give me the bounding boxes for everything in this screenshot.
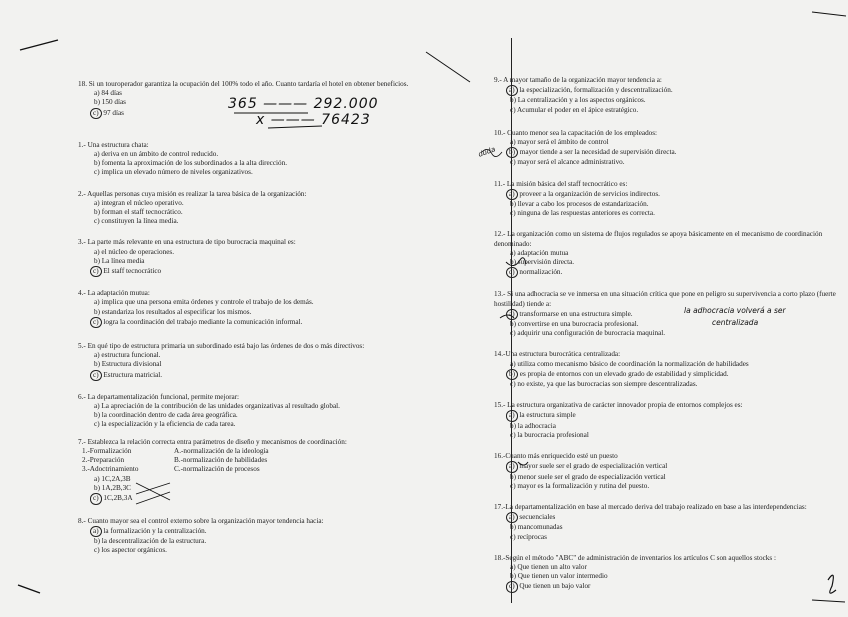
- option-text: Acumular el poder en el ápice estratégico.: [515, 105, 639, 114]
- option-text: estandariza los resultados al especificar los mismos.: [100, 307, 252, 316]
- answer-option: [94, 351, 423, 360]
- answer-option: [94, 159, 423, 168]
- answer-option: [510, 473, 839, 482]
- answer-option: [510, 360, 839, 369]
- question-block: [494, 76, 839, 115]
- answer-option: [510, 267, 839, 278]
- option-letter: b): [94, 307, 100, 316]
- question-stem: 8.- Cuanto mayor sea el control externo sobre la organización mayor tendencia hacia:: [78, 516, 324, 525]
- option-letter: b): [510, 421, 516, 430]
- option-letter: c): [506, 267, 518, 278]
- option-letter: a): [94, 402, 100, 411]
- question-block: [494, 503, 839, 542]
- handwritten-note-13b: centralizada: [712, 318, 759, 327]
- question-stem: 1.- Una estructura chata:: [78, 140, 149, 149]
- option-text: proveer a la organización de servicios indirectos.: [517, 189, 660, 198]
- option-text: 1C,2B,3A: [101, 494, 133, 503]
- option-text: ninguna de las respuestas anteriores es correcta.: [515, 209, 655, 218]
- option-text: recíprocas: [515, 532, 547, 541]
- option-letter: b): [506, 147, 518, 158]
- option-letter: c): [510, 209, 516, 218]
- handwritten-margin-note: duda: [477, 145, 497, 159]
- option-letter: c): [510, 158, 516, 167]
- answer-option: [510, 106, 839, 115]
- question-block: [494, 290, 839, 338]
- answer-option: [94, 89, 423, 98]
- option-letter: a): [506, 410, 518, 421]
- option-letter: a): [94, 150, 100, 159]
- match-left-item: 3.-Adoctrinamiento: [82, 464, 139, 473]
- option-letter: a): [94, 474, 100, 483]
- option-text: integran el núcleo operativo.: [99, 198, 184, 207]
- answer-option: [510, 431, 839, 440]
- answer-option: [510, 461, 839, 472]
- answer-option: [510, 329, 839, 338]
- answer-option: [510, 249, 839, 258]
- option-letter: a): [506, 309, 518, 320]
- match-right-item: B.-normalización de habilidades: [174, 455, 268, 464]
- answer-option: [510, 85, 839, 96]
- option-letter: b): [510, 258, 516, 267]
- question-stem: 2.- Aquellas personas cuya misión es realizar la tarea básica de la organización:: [78, 189, 307, 198]
- handwritten-calc-1: 365 ——— 292.000: [228, 96, 379, 112]
- option-letter: c): [94, 168, 100, 177]
- option-text: mancomunadas: [516, 523, 563, 532]
- answer-option: [510, 572, 839, 581]
- option-letter: a): [506, 461, 518, 472]
- option-text: adquirir una configuración de burocracia maquinal.: [515, 329, 666, 338]
- option-letter: a): [94, 247, 100, 256]
- option-text: los aspector orgánicos.: [99, 546, 167, 555]
- answer-option: [94, 484, 423, 493]
- question-block: [78, 393, 423, 430]
- option-letter: c): [90, 317, 102, 328]
- option-text: la estructura simple: [517, 411, 576, 420]
- option-text: el núcleo de operaciones.: [99, 247, 175, 256]
- question-block: [494, 180, 839, 219]
- option-letter: c): [510, 380, 516, 389]
- option-letter: b): [94, 159, 100, 168]
- option-text: transformarse en una estructura simple.: [517, 309, 633, 318]
- answer-option: [94, 317, 423, 328]
- option-text: estructura funcional.: [99, 351, 161, 360]
- answer-option: [94, 411, 423, 420]
- question-block: [494, 129, 839, 168]
- answer-option: [94, 266, 423, 277]
- option-text: constituyen la línea media.: [99, 217, 179, 226]
- option-letter: c): [510, 481, 516, 490]
- option-letter: a): [510, 562, 516, 571]
- option-text: la burocracia profesional: [515, 430, 589, 439]
- option-text: fomenta la aproximación de los subordinados a la alta dirección.: [100, 159, 288, 168]
- option-letter: c): [510, 430, 516, 439]
- option-text: 97 días: [101, 108, 124, 117]
- question-block: [78, 289, 423, 328]
- option-text: mayor será el ámbito de control: [515, 138, 609, 147]
- question-stem: 10.- Cuanto menor sea la capacitación de los empleados:: [494, 128, 658, 137]
- question-stem: 3.- La parte más relevante en una estructura de tipo burocracia maquinal es:: [78, 238, 296, 247]
- handwritten-note-13: la adhocracia volverá a ser: [684, 306, 786, 315]
- option-letter: a): [506, 85, 518, 96]
- option-letter: a): [510, 138, 516, 147]
- option-text: mayor tiende a ser la necesidad de supervisión directa.: [518, 148, 677, 157]
- option-letter: a): [94, 89, 100, 98]
- option-text: supervisión directa.: [516, 258, 575, 267]
- answer-option: [94, 108, 423, 119]
- option-letter: b): [510, 200, 516, 209]
- option-letter: a): [94, 351, 100, 360]
- option-letter: a): [506, 189, 518, 200]
- option-letter: c): [510, 329, 516, 338]
- question-block: [78, 141, 423, 178]
- option-text: Que tienen un valor intermedio: [516, 572, 608, 581]
- answer-option: [94, 168, 423, 177]
- answer-option: [510, 147, 839, 158]
- option-text: convertirse en una burocracia profesional.: [516, 320, 639, 329]
- question-block: [78, 517, 423, 556]
- option-letter: a): [94, 298, 100, 307]
- left-column: [78, 80, 423, 555]
- answer-option: [94, 298, 423, 307]
- answer-option: [510, 309, 839, 320]
- answer-option: [510, 189, 839, 200]
- question-block: [78, 80, 423, 119]
- option-text: utiliza como mecanismo básico de coordinación la normalización de habilidades: [515, 359, 749, 368]
- answer-option: [94, 420, 423, 429]
- question-block: [78, 190, 423, 227]
- question-stem: 17.-La departamentalización en base al mercado deriva del trabajo realizado en base a las interdependencias:: [494, 502, 807, 511]
- option-letter: b): [510, 320, 516, 329]
- option-text: normalización.: [517, 268, 563, 277]
- option-text: deriva en un ámbito de control reducido.: [99, 150, 219, 159]
- answer-option: [510, 96, 839, 105]
- question-stem: 18.-Según el método "ABC" de administración de inventarios los artículos C son aquellos stocks :: [494, 553, 776, 562]
- option-text: la especialización, formalización y descentralización.: [517, 86, 673, 95]
- option-text: mayor es la formalización y rutina del puesto.: [515, 481, 650, 490]
- question-stem: 5.- En qué tipo de estructura primaria un subordinado está bajo las órdenes de dos o más directivos:: [78, 342, 365, 351]
- option-letter: c): [506, 581, 518, 592]
- answer-option: [94, 150, 423, 159]
- option-letter: c): [94, 217, 100, 226]
- answer-option: [510, 200, 839, 209]
- option-text: 1A,2B,3C: [100, 484, 131, 493]
- question-block: [494, 554, 839, 593]
- option-letter: b): [510, 523, 516, 532]
- answer-option: [510, 533, 839, 542]
- option-letter: b): [94, 411, 100, 420]
- question-stem: 11.- La misión básica del staff tecnocrático es:: [494, 179, 628, 188]
- option-text: implica que una persona emita órdenes y controle el trabajo de los demás.: [99, 298, 314, 307]
- option-text: secuenciales: [517, 513, 556, 522]
- question-stem: 14.-Una estructura burocrática centralizada:: [494, 350, 621, 359]
- option-text: La centralización y a los aspectos orgánicos.: [516, 96, 646, 105]
- handwritten-calc-2: x ——— 76423: [256, 112, 371, 128]
- option-text: no existe, ya que las burocracias son siempre descentralizadas.: [515, 380, 698, 389]
- option-text: adaptación mutua: [515, 248, 569, 257]
- option-letter: a): [510, 359, 516, 368]
- question-stem: 16.-Cuanto más enriquecido esté un puesto: [494, 452, 618, 461]
- option-letter: a): [90, 526, 102, 537]
- option-letter: c): [90, 266, 102, 277]
- option-text: implica un elevado número de niveles organizativos.: [99, 168, 253, 177]
- option-letter: c): [510, 532, 516, 541]
- answer-option: [94, 199, 423, 208]
- question-block: [78, 342, 423, 381]
- option-text: logra la coordinación del trabajo mediante la comunicación informal.: [101, 317, 303, 326]
- option-letter: b): [94, 208, 100, 217]
- answer-option: [94, 402, 423, 411]
- question-stem: 4.- La adaptación mutua:: [78, 289, 150, 298]
- option-letter: b): [94, 98, 100, 107]
- answer-option: [510, 523, 839, 532]
- question-stem: 13.- Si una adhocracia se ve inmersa en una situación crítica que pone en peligro su supervivencia a corto plazo (fuerte hostilidad) tiende a:: [494, 290, 836, 308]
- question-stem: 9.- A mayor tamaño de la organización mayor tendencia a:: [494, 76, 662, 84]
- option-text: La apreciación de la contribución de las unidades organizativas al resultado global.: [99, 402, 340, 411]
- answer-option: [94, 308, 423, 317]
- option-letter: c): [90, 108, 102, 119]
- option-letter: c): [94, 546, 100, 555]
- match-left-item: 1.-Formalización: [82, 446, 132, 455]
- option-letter: a): [94, 198, 100, 207]
- option-text: 150 días: [100, 98, 126, 107]
- question-stem: 15.- La estructura organizativa de carácter innovador propia de entornos complejos es:: [494, 401, 743, 410]
- question-block: [78, 238, 423, 277]
- option-text: Que tienen un bajo valor: [517, 582, 591, 591]
- match-right-item: C.-normalización de procesos: [174, 464, 260, 473]
- answer-option: [94, 475, 423, 484]
- answer-option: [94, 493, 423, 504]
- option-text: la especialización y la eficiencia de cada tarea.: [99, 420, 236, 429]
- option-letter: b): [510, 96, 516, 105]
- match-right-item: A.-normalización de la ideología: [174, 446, 269, 455]
- option-letter: c): [510, 105, 516, 114]
- answer-option: [94, 546, 423, 555]
- answer-option: [94, 537, 423, 546]
- answer-option: [510, 380, 839, 389]
- question-block-7: [78, 438, 423, 505]
- option-text: la formalización y la centralización.: [101, 526, 207, 535]
- option-text: Estructura divisional: [100, 360, 162, 369]
- option-letter: b): [94, 484, 100, 493]
- option-text: mayor suele ser el grado de especialización vertical: [517, 462, 668, 471]
- option-text: llevar a cabo los procesos de estandarización.: [516, 200, 649, 209]
- answer-option: [510, 581, 839, 592]
- option-letter: b): [94, 536, 100, 545]
- question-stem: 7.- Establezca la relación correcta entra parámetros de diseño y mecanismos de coordinación:: [78, 437, 347, 446]
- answer-option: [510, 512, 839, 523]
- answer-option: [94, 257, 423, 266]
- option-letter: c): [90, 370, 102, 381]
- answer-option: [94, 360, 423, 369]
- option-text: mayor será el alcance administrativo.: [515, 158, 625, 167]
- option-letter: b): [510, 472, 516, 481]
- question-block: [494, 350, 839, 389]
- answer-option: [510, 482, 839, 491]
- option-text: forman el staff tecnocrático.: [100, 208, 183, 217]
- question-stem: 18. Si un touroperador garantiza la ocupación del 100% todo el año. Cuanto tardaría el hotel en obtener beneficios.: [78, 80, 409, 88]
- answer-option: [510, 209, 839, 218]
- option-letter: b): [510, 572, 516, 581]
- answer-option: [94, 217, 423, 226]
- answer-option: [94, 526, 423, 537]
- matching-table: [82, 447, 423, 475]
- option-text: menor suele ser el grado de especialización vertical: [516, 472, 666, 481]
- option-letter: c): [90, 493, 102, 504]
- option-letter: b): [94, 360, 100, 369]
- question-block: [494, 230, 839, 278]
- question-stem: 6.- La departamentalización funcional, permite mejorar:: [78, 392, 240, 401]
- answer-option: [510, 138, 839, 147]
- answer-option: [510, 563, 839, 572]
- answer-option: [510, 158, 839, 167]
- option-text: es propia de entornos con un elevado grado de estabilidad y simplicidad.: [518, 369, 729, 378]
- answer-option: [94, 98, 423, 107]
- answer-option: [510, 258, 839, 267]
- option-text: la adhocracia: [516, 421, 556, 430]
- option-letter: a): [510, 248, 516, 257]
- option-text: Estructura matricial.: [101, 370, 163, 379]
- option-text: Que tienen un alto valor: [515, 562, 587, 571]
- option-text: El staff tecnocrático: [101, 267, 162, 276]
- option-letter: b): [506, 369, 518, 380]
- option-letter: b): [94, 256, 100, 265]
- answer-option: [94, 248, 423, 257]
- option-text: la descentralización de la estructura.: [100, 536, 207, 545]
- answer-option: [94, 208, 423, 217]
- question-block: [494, 401, 839, 440]
- right-column: [494, 76, 839, 593]
- answer-option: [510, 320, 839, 329]
- match-left-item: 2.-Preparación: [82, 455, 125, 464]
- option-letter: a): [506, 512, 518, 523]
- question-block: [494, 452, 839, 491]
- option-letter: c): [94, 420, 100, 429]
- answer-option: [510, 410, 839, 421]
- answer-option: [510, 422, 839, 431]
- option-text: La línea media: [100, 256, 145, 265]
- option-text: 84 días: [99, 89, 122, 98]
- question-stem: 12.- La organización como un sistema de flujos regulados se apoya básicamente en el mecanismo de coordinación denominado:: [494, 230, 823, 248]
- option-text: 1C,2A,3B: [99, 474, 131, 483]
- answer-option: [510, 369, 839, 380]
- option-text: la coordinación dentro de cada área geográfica.: [100, 411, 238, 420]
- answer-option: [94, 370, 423, 381]
